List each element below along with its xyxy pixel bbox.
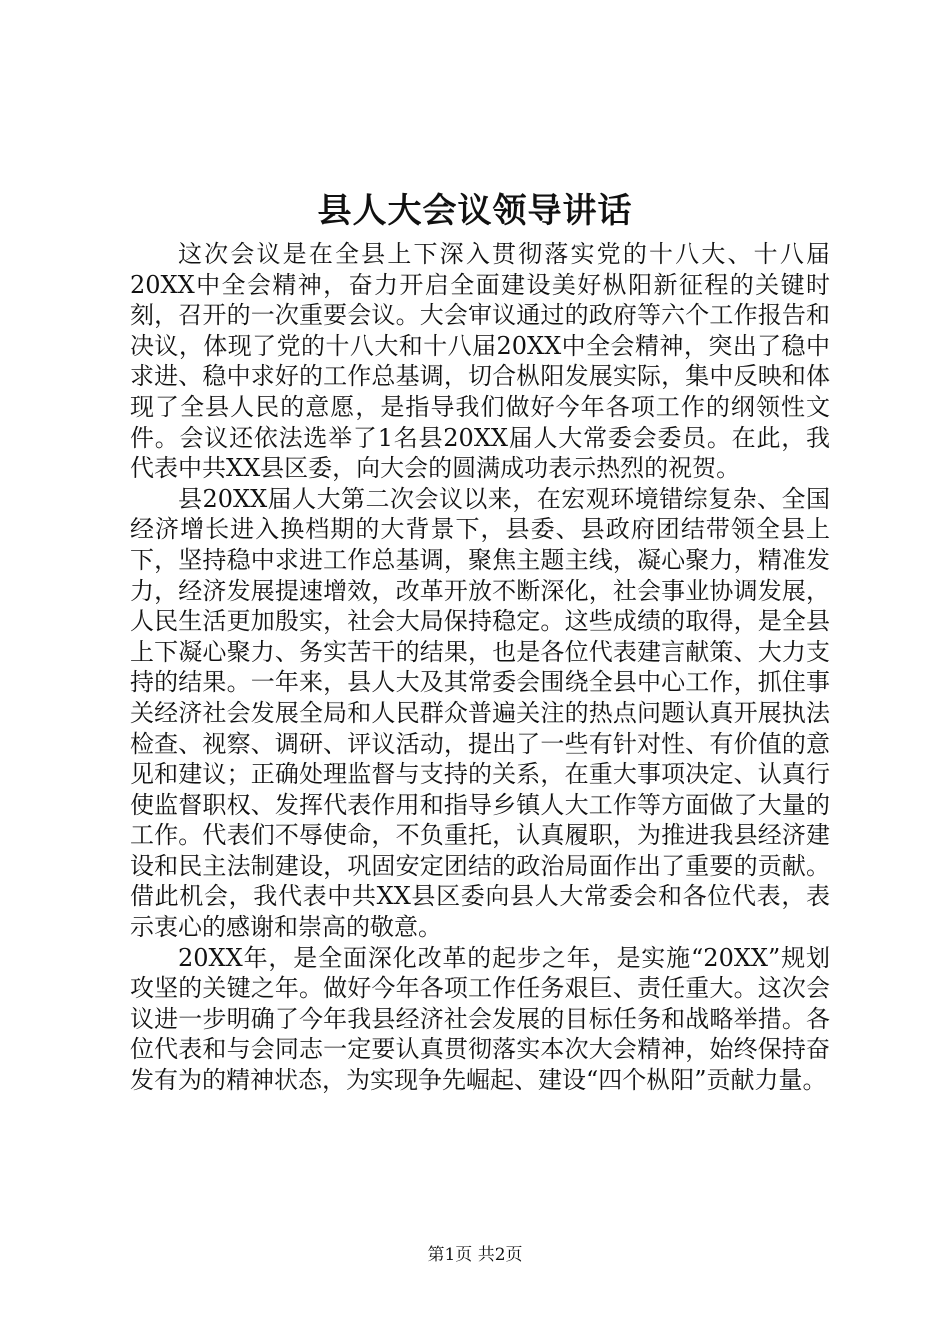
page-total: 共2页 [477,1245,523,1265]
paragraph-3: 20XX年，是全面深化改革的起步之年，是实施“20XX”规划攻坚的关键之年。做好今年各项工作任务艰巨、责任重大。这次会议进一步明确了今年我县经济社会发展的目标任务和战略举措。各位代表和与会同志一定要认真贯彻落实本次大会精神，始终保持奋发有为的精神状态，为实现争先崛起、建设“四个枞阳”贡献力量。 [130,943,830,1095]
document-body [130,239,830,1096]
paragraph-1: 这次会议是在全县上下深入贯彻落实党的十八大、十八届20XX中全会精神，奋力开启全面建设美好枞阳新征程的关键时刻，召开的一次重要会议。大会审议通过的政府等六个工作报告和决议，体现了党的十八大和十八届20XX中全会精神，突出了稳中求进、稳中求好的工作总基调，切合枞阳发展实际，集中反映和体现了全县人民的意愿，是指导我们做好今年各项工作的纲领性文件。会议还依法选举了1名县20XX届人大常委会委员。在此，我代表中共XX县区委，向大会的圆满成功表示热烈的祝贺。 [130,240,830,483]
page-footer [0,1243,950,1267]
page-number: 第1页 [427,1245,473,1265]
document-title: 县人大会议领导讲话 [317,191,633,231]
paragraph-2: 县20XX届人大第二次会议以来，在宏观环境错综复杂、全国经济增长进入换档期的大背景下，县委、县政府团结带领全县上下，坚持稳中求进工作总基调，聚焦主题主线，凝心聚力，精准发力，经济发展提速增效，改革开放不断深化，社会事业协调发展，人民生活更加殷实，社会大局保持稳定。这些成绩的取得，是全县上下凝心聚力、务实苦干的结果，也是各位代表建言献策、大力支持的结果。一年来，县人大及其常委会围绕全县中心工作，抓住事关经济社会发展全局和人民群众普遍关注的热点问题认真开展执法检查、视察、调研、评议活动，提出了一些有针对性、有价值的意见和建议；正确处理监督与支持的关系，在重大事项决定、认真行使监督职权、发挥代表作用和指导乡镇人大工作等方面做了大量的工作。代表们不辱使命，不负重托，认真履职，为推进我县经济建设和民主法制建设，巩固安定团结的政治局面作出了重要的贡献。借此机会，我代表中共XX县区委向县人大常委会和各位代表，表示衷心的感谢和崇高的敬意。 [130,484,830,942]
